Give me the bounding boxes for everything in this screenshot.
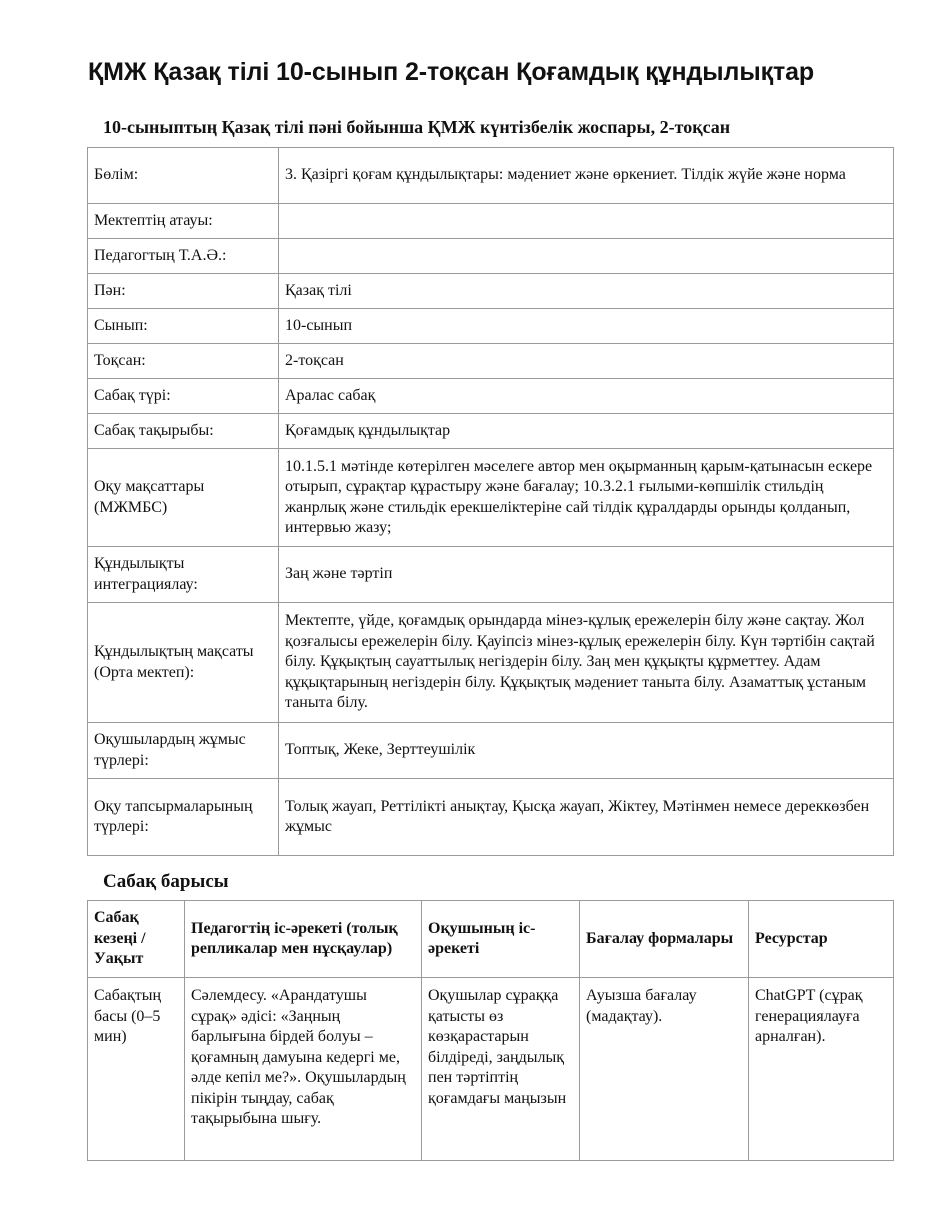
row-label-quarter: Тоқсан: [88, 344, 279, 379]
header-assessment: Бағалау формалары [580, 901, 749, 978]
row-value-work-types: Топтық, Жеке, Зерттеушілік [279, 723, 894, 779]
row-value-lesson-topic: Қоғамдық құндылықтар [279, 414, 894, 449]
row-value-school [279, 204, 894, 239]
row-value-value-goal: Мектепте, үйде, қоғамдық орындарда мінез-құлық ережелерін білу және сақтау. Жол қозғалысы ережелерін білу. Қауіпсіз мінез-құлық ережелерін білу. Күн тәртібін сақтай білу. Құқықтың сауаттылық негіздерін білу. Заң мен құқықты құрметтеу. Адам құқықтарының негіздерін білу. Құқықтық мәдениет таныта білу. Азаматтық ұстаным таныта білу. [279, 603, 894, 723]
header-resources: Ресурстар [749, 901, 894, 978]
cell-teacher-activity: Сәлемдесу. «Арандатушы сұрақ» әдісі: «Заңның барлығына бірдей болуы – қоғамның дамуына кедергі ме, әлде кепіл ме?». Оқушылардың пікірін тыңдау, сабақ тақырыбына шығу. [185, 978, 422, 1161]
row-label-task-types: Оқу тапсырмаларының түрлері: [88, 779, 279, 856]
row-label-lesson-topic: Сабақ тақырыбы: [88, 414, 279, 449]
table-row [88, 344, 894, 379]
cell-assessment: Ауызша бағалау (мадақтау). [580, 978, 749, 1161]
row-label-lesson-type: Сабақ түрі: [88, 379, 279, 414]
page-title: ҚМЖ Қазақ тілі 10-сынып 2-тоқсан Қоғамдық құндылықтар [88, 58, 815, 86]
row-label-subject: Пән: [88, 274, 279, 309]
table-row [88, 379, 894, 414]
row-label-teacher: Педагогтың Т.А.Ә.: [88, 239, 279, 274]
table-row [88, 309, 894, 344]
cell-stage: Сабақтың басы (0–5 мин) [88, 978, 185, 1161]
row-label-school: Мектептің атауы: [88, 204, 279, 239]
row-value-grade: 10-сынып [279, 309, 894, 344]
row-label-section: Бөлім: [88, 148, 279, 204]
cell-resources: ChatGPT (сұрақ генерациялауға арналған). [749, 978, 894, 1161]
document-subtitle: 10-сыныптың Қазақ тілі пәні бойынша ҚМЖ күнтізбелік жоспары, 2-тоқсан [103, 117, 731, 137]
lesson-flow-heading: Сабақ барысы [103, 871, 229, 892]
row-label-value-goal: Құндылықтың мақсаты (Орта мектеп): [88, 603, 279, 723]
row-value-task-types: Толық жауап, Реттілікті анықтау, Қысқа жауап, Жіктеу, Мәтінмен немесе дереккөзбен жұмыс [279, 779, 894, 856]
table-row [88, 449, 894, 547]
header-teacher-activity: Педагогтің іс-әрекеті (толық репликалар мен нұсқаулар) [185, 901, 422, 978]
table-row [88, 148, 894, 204]
row-label-grade: Сынып: [88, 309, 279, 344]
row-label-work-types: Оқушылардың жұмыс түрлері: [88, 723, 279, 779]
table-row [88, 978, 894, 1161]
table-row [88, 204, 894, 239]
row-value-teacher [279, 239, 894, 274]
row-value-quarter: 2-тоқсан [279, 344, 894, 379]
table-row [88, 603, 894, 723]
row-value-lesson-type: Аралас сабақ [279, 379, 894, 414]
table-row [88, 239, 894, 274]
row-label-objectives: Оқу мақсаттары (МЖМБС) [88, 449, 279, 547]
row-value-objectives: 10.1.5.1 мәтінде көтерілген мәселеге автор мен оқырманның қарым-қатынасын ескере отырып, сұрақтар құрастыру және бағалау; 10.3.2.1 ғылыми-көпшілік стильдің жанрлық және стильдік ерекшеліктеріне сай тілдік құралдарды орынды қолданып, интервью жазу; [279, 449, 894, 547]
table-row [88, 779, 894, 856]
row-label-value-integration: Құндылықты интеграциялау: [88, 547, 279, 603]
row-value-section: 3. Қазіргі қоғам құндылықтары: мәдениет және өркениет. Тілдік жүйе және норма [279, 148, 894, 204]
lesson-info-table [87, 147, 894, 856]
cell-student-activity: Оқушылар сұраққа қатысты өз көзқарастарын білдіреді, заңдылық пен тәртіптің қоғамдағы маңызын [422, 978, 580, 1161]
row-value-subject: Қазақ тілі [279, 274, 894, 309]
table-row [88, 547, 894, 603]
lesson-flow-table [87, 900, 894, 1161]
table-row [88, 414, 894, 449]
header-stage: Сабақ кезеңі / Уақыт [88, 901, 185, 978]
table-row [88, 274, 894, 309]
row-value-value-integration: Заң және тәртіп [279, 547, 894, 603]
table-row [88, 723, 894, 779]
table-header-row [88, 901, 894, 978]
header-student-activity: Оқушының іс-әрекеті [422, 901, 580, 978]
